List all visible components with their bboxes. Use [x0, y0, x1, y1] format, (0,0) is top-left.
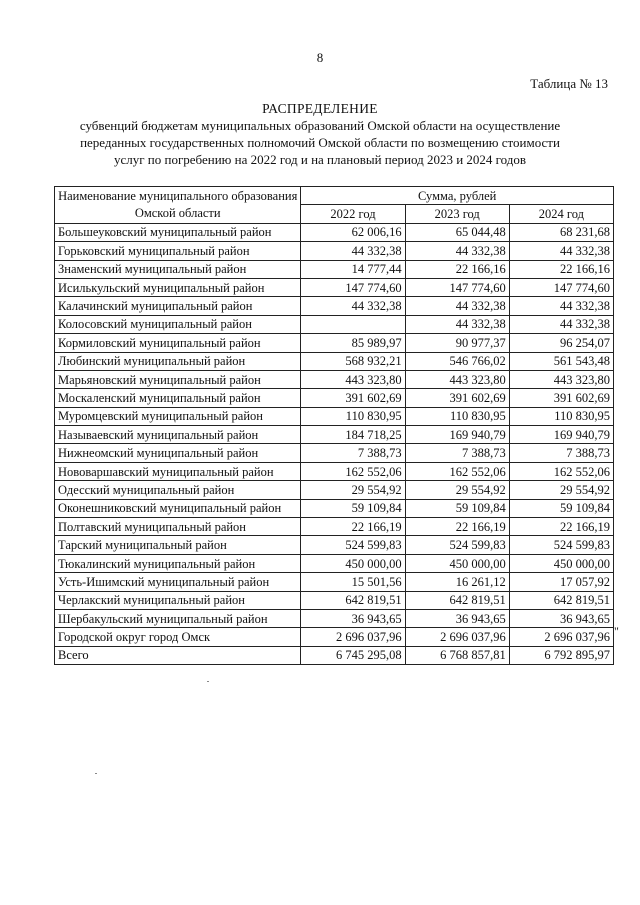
- table-row: [55, 223, 614, 241]
- sum-2024-cell: 44 332,38: [509, 315, 613, 333]
- sum-2022-cell: 15 501,56: [301, 573, 405, 591]
- sum-2023-cell: 44 332,38: [405, 297, 509, 315]
- sum-2022-cell: 443 323,80: [301, 370, 405, 388]
- sum-2022-cell: 22 166,19: [301, 518, 405, 536]
- sum-2022-cell: [301, 315, 405, 333]
- sum-2022-cell: 44 332,38: [301, 242, 405, 260]
- sum-2022-cell: 36 943,65: [301, 609, 405, 627]
- sum-2024-cell: 7 388,73: [509, 444, 613, 462]
- sum-2023-cell: 450 000,00: [405, 554, 509, 572]
- sum-2024-cell: 524 599,83: [509, 536, 613, 554]
- sum-2024-cell: 450 000,00: [509, 554, 613, 572]
- table-row: [55, 518, 614, 536]
- municipality-cell: Называевский муниципальный район: [55, 426, 301, 444]
- municipality-cell: Черлакский муниципальный район: [55, 591, 301, 609]
- table-body: [55, 223, 614, 664]
- municipality-cell: Полтавский муниципальный район: [55, 518, 301, 536]
- table-row: [55, 499, 614, 517]
- sum-2023-cell: 22 166,19: [405, 518, 509, 536]
- scan-speck: [95, 773, 97, 774]
- municipality-cell: Калачинский муниципальный район: [55, 297, 301, 315]
- sum-2023-cell: 147 774,60: [405, 278, 509, 296]
- table-row: [55, 389, 614, 407]
- sum-2022-cell: 184 718,25: [301, 426, 405, 444]
- table-row: [55, 242, 614, 260]
- sum-2024-cell: 169 940,79: [509, 426, 613, 444]
- table-row: [55, 462, 614, 480]
- sum-2022-cell: 62 006,16: [301, 223, 405, 241]
- table-row: [55, 444, 614, 462]
- sum-2022-cell: 85 989,97: [301, 334, 405, 352]
- sum-2022-cell: 162 552,06: [301, 462, 405, 480]
- table-row: [55, 334, 614, 352]
- table-row: [55, 573, 614, 591]
- sum-2022-cell: 450 000,00: [301, 554, 405, 572]
- sum-2023-cell: 110 830,95: [405, 407, 509, 425]
- sum-2024-cell: 6 792 895,97: [509, 646, 613, 664]
- sum-2024-cell: 29 554,92: [509, 481, 613, 499]
- header-year-2024: 2024 год: [509, 205, 613, 223]
- table-row: [55, 315, 614, 333]
- table-row: [55, 609, 614, 627]
- sum-2024-cell: 147 774,60: [509, 278, 613, 296]
- sum-2023-cell: 7 388,73: [405, 444, 509, 462]
- municipality-cell: Муромцевский муниципальный район: [55, 407, 301, 425]
- sum-2024-cell: 22 166,19: [509, 518, 613, 536]
- sum-2023-cell: 65 044,48: [405, 223, 509, 241]
- municipality-cell: Исилькульский муниципальный район: [55, 278, 301, 296]
- table-row: [55, 646, 614, 664]
- sum-2023-cell: 169 940,79: [405, 426, 509, 444]
- sum-2022-cell: 147 774,60: [301, 278, 405, 296]
- sum-2024-cell: 36 943,65: [509, 609, 613, 627]
- sum-2023-cell: 36 943,65: [405, 609, 509, 627]
- sum-2024-cell: 96 254,07: [509, 334, 613, 352]
- table-row: [55, 260, 614, 278]
- sum-2023-cell: 90 977,37: [405, 334, 509, 352]
- municipality-cell: Городской округ город Омск: [55, 628, 301, 646]
- distribution-table: [54, 186, 614, 665]
- sum-2024-cell: 110 830,95: [509, 407, 613, 425]
- sum-2023-cell: 16 261,12: [405, 573, 509, 591]
- sum-2022-cell: 44 332,38: [301, 297, 405, 315]
- sum-2024-cell: 162 552,06: [509, 462, 613, 480]
- table-row: [55, 481, 614, 499]
- sum-2023-cell: 2 696 037,96: [405, 628, 509, 646]
- table-row: [55, 554, 614, 572]
- municipality-cell: Тюкалинский муниципальный район: [55, 554, 301, 572]
- sum-2023-cell: 524 599,83: [405, 536, 509, 554]
- document-title: РАСПРЕДЕЛЕНИЕ: [262, 101, 378, 116]
- municipality-cell: Большеуковский муниципальный район: [55, 223, 301, 241]
- municipality-cell: Нижнеомский муниципальный район: [55, 444, 301, 462]
- municipality-cell: Всего: [55, 646, 301, 664]
- document-subtitle: субвенций бюджетам муниципальных образований Омской области на осуществление переданных государственных полномочий Омской области по возмещению стоимости услуг по погребению на 2022 год и на плановый период 2023 и 2024 годов: [79, 118, 561, 167]
- sum-2023-cell: 391 602,69: [405, 389, 509, 407]
- sum-2024-cell: 443 323,80: [509, 370, 613, 388]
- table-row: [55, 352, 614, 370]
- municipality-cell: Москаленский муниципальный район: [55, 389, 301, 407]
- municipality-cell: Горьковский муниципальный район: [55, 242, 301, 260]
- sum-2024-cell: 561 543,48: [509, 352, 613, 370]
- sum-2023-cell: 642 819,51: [405, 591, 509, 609]
- municipality-cell: Шербакульский муниципальный район: [55, 609, 301, 627]
- table-row: [55, 407, 614, 425]
- table-row: [55, 426, 614, 444]
- table-row: [55, 591, 614, 609]
- municipality-cell: Нововаршавский муниципальный район: [55, 462, 301, 480]
- municipality-cell: Знаменский муниципальный район: [55, 260, 301, 278]
- sum-2022-cell: 59 109,84: [301, 499, 405, 517]
- table-row: [55, 628, 614, 646]
- sum-2023-cell: 22 166,16: [405, 260, 509, 278]
- municipality-cell: Колосовский муниципальный район: [55, 315, 301, 333]
- header-year-2022: 2022 год: [301, 205, 405, 223]
- header-municipality: Наименование муниципального образования Омской области: [55, 187, 301, 224]
- header-sum: Сумма, рублей: [301, 187, 614, 205]
- sum-2024-cell: 59 109,84: [509, 499, 613, 517]
- sum-2024-cell: 44 332,38: [509, 242, 613, 260]
- sum-2024-cell: 44 332,38: [509, 297, 613, 315]
- municipality-cell: Тарский муниципальный район: [55, 536, 301, 554]
- sum-2023-cell: 162 552,06: [405, 462, 509, 480]
- sum-2023-cell: 443 323,80: [405, 370, 509, 388]
- municipality-cell: Оконешниковский муниципальный район: [55, 499, 301, 517]
- sum-2023-cell: 44 332,38: [405, 315, 509, 333]
- table-label: Таблица № 13: [530, 76, 608, 91]
- sum-2022-cell: 7 388,73: [301, 444, 405, 462]
- page-number: 8: [316, 50, 324, 65]
- sum-2022-cell: 6 745 295,08: [301, 646, 405, 664]
- sum-2023-cell: 59 109,84: [405, 499, 509, 517]
- scan-speck: [207, 681, 209, 682]
- sum-2024-cell: 68 231,68: [509, 223, 613, 241]
- municipality-cell: Одесский муниципальный район: [55, 481, 301, 499]
- sum-2022-cell: 29 554,92: [301, 481, 405, 499]
- sum-2022-cell: 391 602,69: [301, 389, 405, 407]
- municipality-cell: Любинский муниципальный район: [55, 352, 301, 370]
- municipality-cell: Марьяновский муниципальный район: [55, 370, 301, 388]
- sum-2022-cell: 642 819,51: [301, 591, 405, 609]
- sum-2022-cell: 14 777,44: [301, 260, 405, 278]
- sum-2024-cell: 17 057,92: [509, 573, 613, 591]
- sum-2024-cell: 22 166,16: [509, 260, 613, 278]
- sum-2024-cell: 391 602,69: [509, 389, 613, 407]
- table-row: [55, 297, 614, 315]
- municipality-cell: Кормиловский муниципальный район: [55, 334, 301, 352]
- sum-2022-cell: 568 932,21: [301, 352, 405, 370]
- closing-quote: ": [614, 624, 619, 638]
- sum-2022-cell: 2 696 037,96: [301, 628, 405, 646]
- table-row: [55, 536, 614, 554]
- sum-2023-cell: 44 332,38: [405, 242, 509, 260]
- sum-2023-cell: 29 554,92: [405, 481, 509, 499]
- sum-2023-cell: 546 766,02: [405, 352, 509, 370]
- table-row: [55, 370, 614, 388]
- sum-2022-cell: 524 599,83: [301, 536, 405, 554]
- sum-2022-cell: 110 830,95: [301, 407, 405, 425]
- table-row: [55, 278, 614, 296]
- sum-2024-cell: 2 696 037,96: [509, 628, 613, 646]
- sum-2023-cell: 6 768 857,81: [405, 646, 509, 664]
- sum-2024-cell: 642 819,51: [509, 591, 613, 609]
- header-year-2023: 2023 год: [405, 205, 509, 223]
- municipality-cell: Усть-Ишимский муниципальный район: [55, 573, 301, 591]
